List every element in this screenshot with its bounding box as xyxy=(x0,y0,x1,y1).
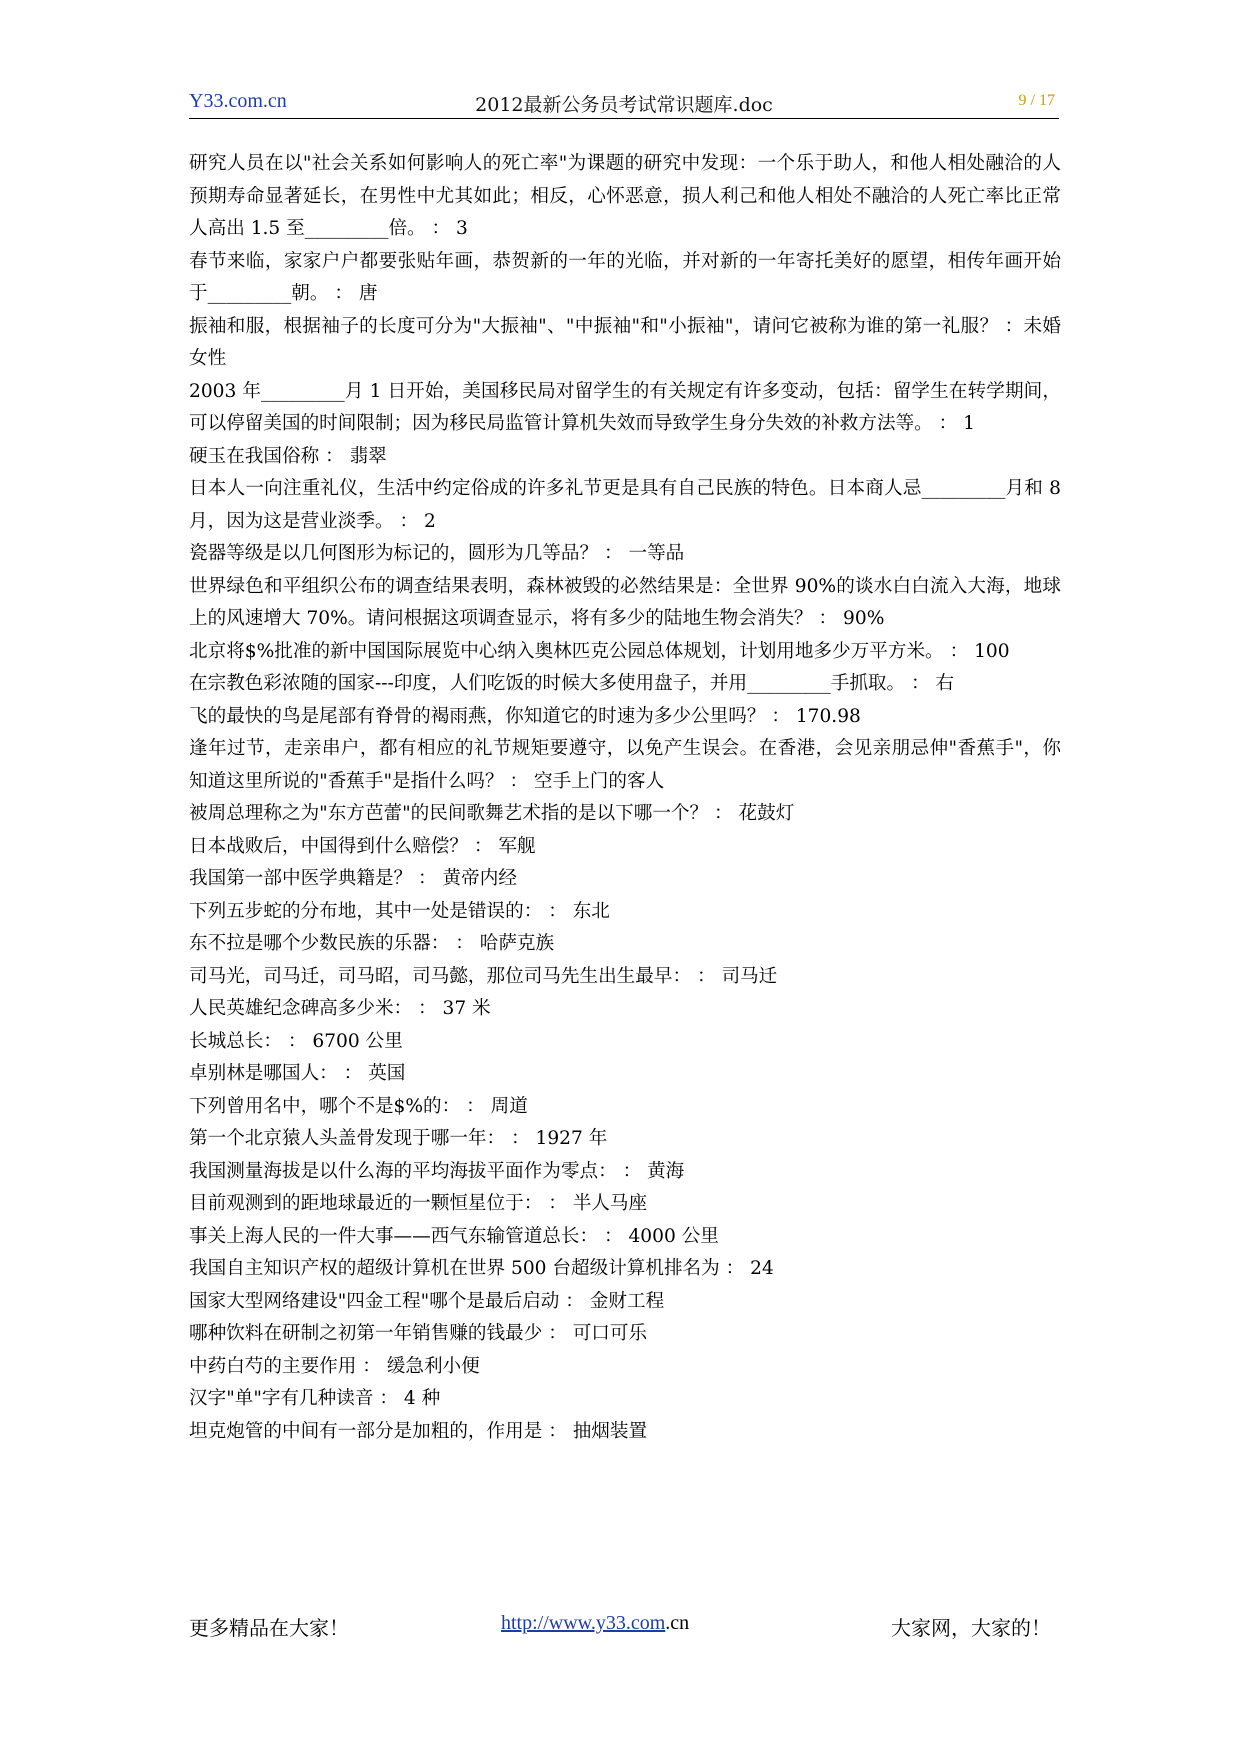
document-title: 2012最新公务员考试常识题库.doc xyxy=(475,94,773,116)
question-item: 卓别林是哪国人： ： 英国 xyxy=(189,1063,406,1084)
question-item: 人民英雄纪念碑高多少米： ： 37 米 xyxy=(189,998,491,1019)
page-footer xyxy=(189,1612,1059,1642)
question-item: 国家大型网络建设"四金工程"哪个是最后启动 ： 金财工程 xyxy=(189,1290,665,1312)
question-item: 目前观测到的距地球最近的一颗恒星位于： ： 半人马座 xyxy=(189,1193,648,1214)
question-item: 研究人员在以"社会关系如何影响人的死亡率"为课题的研究中发现：一个乐于助人，和他人相处融洽的人预期寿命显著延长，在男性中尤其如此；相反，心怀恶意，损人利己和他人相处不融洽的人死亡率比正常人高出 1.5 至_________倍。 ： 3 xyxy=(189,153,1061,239)
question-item: 世界绿色和平组织公布的调查结果表明，森林被毁的必然结果是：全世界 90%的谈水白白流入大海，地球上的风速增大 70%。请问根据这项调查显示，将有多少的陆地生物会消失？ ： 90% xyxy=(189,575,1061,629)
footer-link[interactable]: http://www.y33.com xyxy=(501,1612,666,1634)
question-item: 我国第一部中医学典籍是？ ： 黄帝内经 xyxy=(189,868,517,889)
question-item: 汉字"单"字有几种读音 ： 4 种 xyxy=(189,1388,441,1409)
site-logo-text[interactable]: Y33.com.cn xyxy=(189,90,287,112)
footer-link-suffix: .cn xyxy=(665,1612,690,1634)
question-item: 下列五步蛇的分布地，其中一处是错误的： ： 东北 xyxy=(189,900,610,922)
question-item: 逢年过节，走亲串户，都有相应的礼节规矩要遵守，以免产生误会。在香港，会见亲朋忌伸"香蕉手"，你知道这里所说的"香蕉手"是指什么吗？ ： 空手上门的客人 xyxy=(189,738,1061,792)
question-item: 我国测量海拔是以什么海的平均海拔平面作为零点： ： 黄海 xyxy=(189,1160,685,1182)
footer-slogan: 更多精品在大家！ xyxy=(189,1616,349,1640)
question-item: 飞的最快的鸟是尾部有脊骨的褐雨燕，你知道它的时速为多少公里吗？ ： 170.98 xyxy=(189,705,861,727)
footer-url xyxy=(501,1612,689,1635)
question-item: 东不拉是哪个少数民族的乐器： ： 哈萨克族 xyxy=(189,933,555,954)
question-item: 被周总理称之为"东方芭蕾"的民间歌舞艺术指的是以下哪一个？ ： 花鼓灯 xyxy=(189,803,795,824)
question-item: 北京将$%批准的新中国国际展览中心纳入奥林匹克公园总体规划，计划用地多少万平方米。 ： 100 xyxy=(189,640,1010,662)
question-item: 长城总长： ： 6700 公里 xyxy=(189,1030,403,1052)
question-item: 我国自主知识产权的超级计算机在世界 500 台超级计算机排名为 ： 24 xyxy=(189,1258,774,1279)
question-item: 司马光，司马迁，司马昭，司马懿，那位司马先生出生最早： ： 司马迁 xyxy=(189,965,778,987)
question-item: 事关上海人民的一件大事——西气东输管道总长： ： 4000 公里 xyxy=(189,1225,719,1247)
page-number: 9 / 17 xyxy=(1018,92,1055,109)
question-item: 日本人一向注重礼仪，生活中约定俗成的许多礼节更是具有自己民族的特色。日本商人忌_________月和 8 月，因为这是营业淡季。 ： 2 xyxy=(189,478,1061,532)
footer-tagline: 大家网，大家的！ xyxy=(891,1616,1051,1640)
question-item: 春节来临，家家户户都要张贴年画，恭贺新的一年的光临，并对新的一年寄托美好的愿望，相传年画开始于_________朝。 ： 唐 xyxy=(189,250,1061,304)
question-item: 振袖和服，根据袖子的长度可分为"大振袖"、"中振袖"和"小振袖"，请问它被称为谁的第一礼服？ ：未婚女性 xyxy=(189,315,1061,369)
question-item: 2003 年_________月 1 日开始，美国移民局对留学生的有关规定有许多变动，包括：留学生在转学期间，可以停留美国的时间限制；因为移民局监管计算机失效而导致学生身分失效的补救方法等。 ： 1 xyxy=(189,380,1061,434)
question-item: 哪种饮料在研制之初第一年销售赚的钱最少 ： 可口可乐 xyxy=(189,1323,648,1344)
question-item: 硬玉在我国俗称 ： 翡翠 xyxy=(189,445,387,467)
page-header xyxy=(189,86,1059,119)
question-item: 日本战败后，中国得到什么赔偿？ ： 军舰 xyxy=(189,835,536,857)
question-item: 第一个北京猿人头盖骨发现于哪一年： ： 1927 年 xyxy=(189,1128,608,1149)
question-item: 坦克炮管的中间有一部分是加粗的，作用是 ： 抽烟装置 xyxy=(189,1420,648,1442)
question-item: 瓷器等级是以几何图形为标记的，圆形为几等品？ ： 一等品 xyxy=(189,543,685,564)
question-item: 在宗教色彩浓随的国家---印度，人们吃饭的时候大多使用盘子，并用_________手抓取。 ： 右 xyxy=(189,673,955,694)
question-item: 下列曾用名中，哪个不是$%的： ： 周道 xyxy=(189,1095,528,1117)
question-item: 中药白芍的主要作用 ： 缓急利小便 xyxy=(189,1355,480,1377)
question-list xyxy=(189,148,1061,1448)
